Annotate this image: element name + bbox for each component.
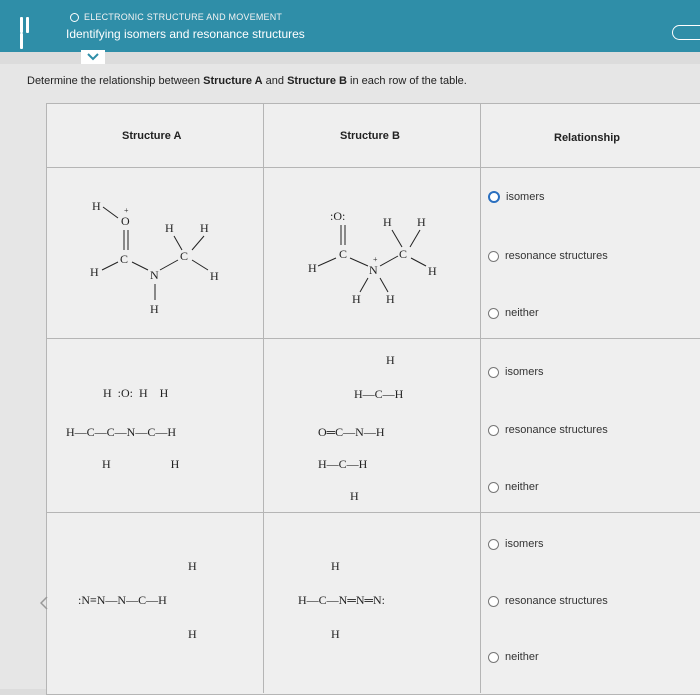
structure-a-row1 [90, 199, 219, 316]
svg-text:H: H [383, 215, 392, 229]
row2-option-isomers[interactable]: isomers [488, 366, 544, 378]
header-structure-a: Structure A [122, 130, 182, 142]
svg-text:H: H [210, 269, 219, 283]
row3-option-resonance[interactable]: resonance structures [488, 595, 608, 607]
svg-text:H: H [90, 265, 99, 279]
svg-text:C: C [120, 252, 129, 266]
svg-text:H—C—C—N—C—H: H—C—C—N—C—H [66, 425, 177, 439]
svg-text:H: H [150, 302, 159, 316]
svg-text:C: C [399, 247, 408, 261]
instruction-text: Determine the relationship between Structure A and Structure B in each row of the table. [27, 75, 467, 87]
svg-text:H: H [428, 264, 437, 278]
svg-text:H: H [386, 292, 395, 306]
svg-text:O: O [121, 214, 130, 228]
structure-b-row3 [298, 559, 385, 641]
structure-b-row1 [308, 209, 437, 306]
row2-option-neither[interactable]: neither [488, 481, 539, 493]
structure-a-row3 [78, 559, 197, 641]
svg-text:C: C [339, 247, 348, 261]
page-title: Identifying isomers and resonance structures [66, 27, 305, 41]
row1-option-isomers[interactable]: isomers [488, 191, 545, 203]
svg-text:H—C—H: H—C—H [318, 457, 368, 471]
svg-text:N: N [369, 263, 378, 277]
left-arrow-icon[interactable] [40, 596, 48, 615]
row3-option-neither[interactable]: neither [488, 651, 539, 663]
svg-text:C: C [180, 249, 189, 263]
svg-text:H: H [350, 489, 359, 503]
svg-text::O:: :O: [330, 209, 346, 223]
svg-text:H: H [165, 221, 174, 235]
svg-text:O═C—N—H: O═C—N—H [318, 425, 385, 439]
structure-a-row2 [66, 386, 180, 471]
svg-text:H :O: H H: H :O: H H [103, 386, 169, 400]
svg-text:H: H [331, 559, 340, 573]
row1-option-resonance[interactable]: resonance structures [488, 250, 608, 262]
svg-text:H: H [352, 292, 361, 306]
row1-option-neither[interactable]: neither [488, 307, 539, 319]
svg-text:H: H [200, 221, 209, 235]
svg-text:H: H [308, 261, 317, 275]
svg-text:H H: H H [102, 457, 180, 471]
svg-text:H—C—N═N═N:: H—C—N═N═N: [298, 593, 386, 607]
structure-b-row2 [318, 353, 404, 503]
svg-text:H: H [188, 559, 197, 573]
row2-option-resonance[interactable]: resonance structures [488, 424, 608, 436]
svg-text:H: H [386, 353, 395, 367]
svg-text:H: H [92, 199, 101, 213]
svg-text::N≡N—N—C—H: :N≡N—N—C—H [78, 593, 167, 607]
header-relationship: Relationship [554, 132, 621, 144]
svg-text:N: N [150, 268, 159, 282]
svg-text:H: H [331, 627, 340, 641]
header-structure-b: Structure B [340, 130, 400, 142]
svg-text:+: + [124, 206, 129, 215]
row3-option-isomers[interactable]: isomers [488, 538, 544, 550]
section-label: ELECTRONIC STRUCTURE AND MOVEMENT [70, 12, 282, 22]
svg-text:H—C—H: H—C—H [354, 387, 404, 401]
svg-text:+: + [373, 255, 378, 264]
svg-text:H: H [188, 627, 197, 641]
svg-text:H: H [417, 215, 426, 229]
